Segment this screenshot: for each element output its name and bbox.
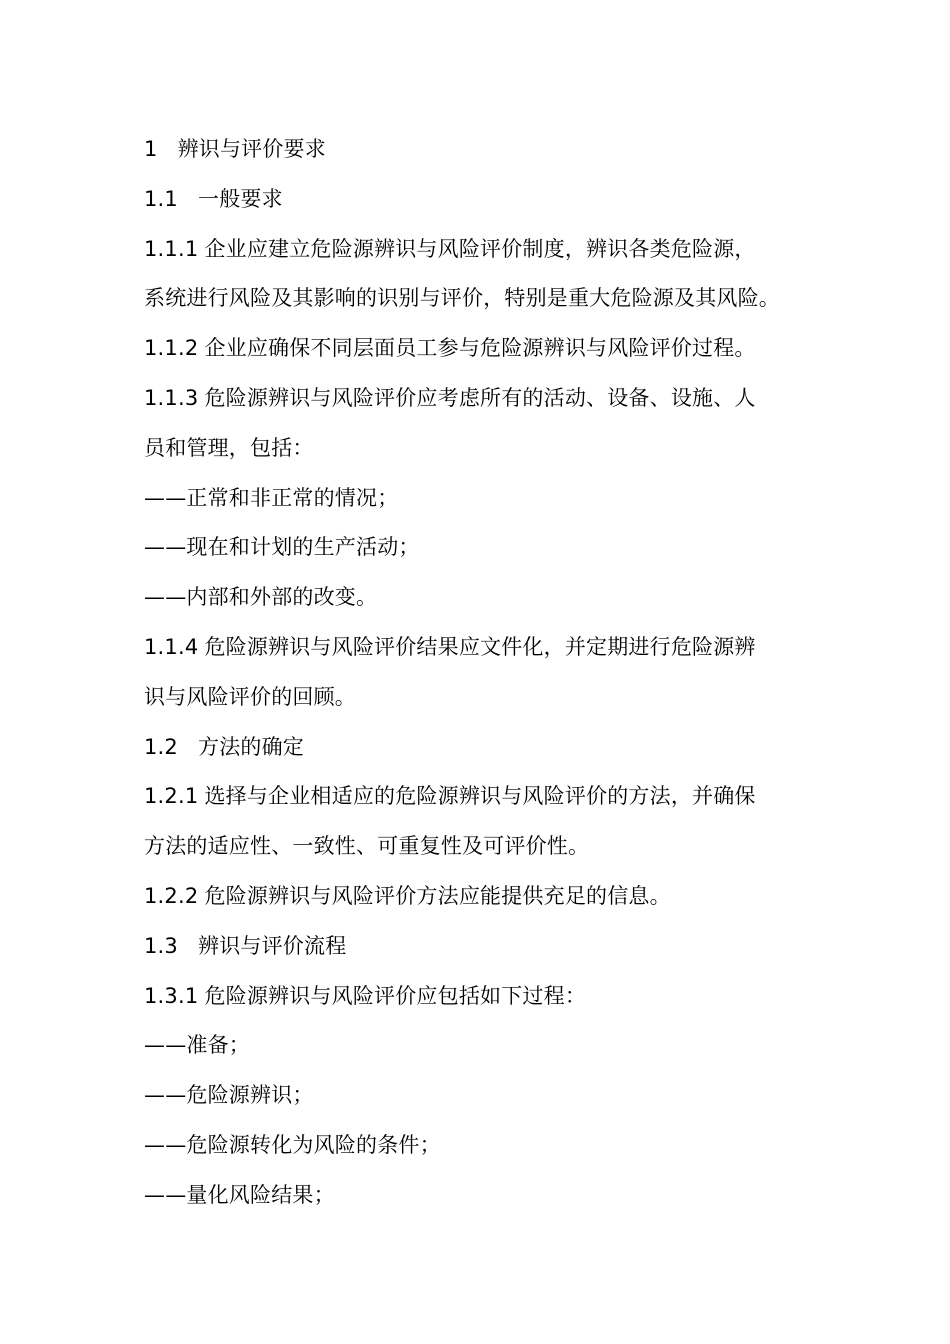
list-item xyxy=(144,1171,814,1221)
section-title: 辨识与评价流程 xyxy=(198,933,347,958)
clause-1-1-2 xyxy=(144,324,814,374)
paragraph-text: 员和管理，包括： xyxy=(144,435,314,460)
list-item-text: ——量化风险结果； xyxy=(144,1182,335,1207)
section-title: 辨识与评价要求 xyxy=(177,137,326,161)
paragraph-line xyxy=(144,424,814,474)
section-number: 1 xyxy=(144,137,158,161)
list-item-text: ——危险源辨识； xyxy=(144,1083,314,1108)
clause-1-2-1 xyxy=(144,772,814,822)
clause-1-1-3 xyxy=(144,374,814,424)
list-item-text: ——内部和外部的改变。 xyxy=(144,585,378,610)
clause-text: 选择与企业相适应的危险源辨识与风险评价的方法，并确保 xyxy=(204,784,756,809)
section-heading-1-3 xyxy=(144,922,814,972)
clause-text: 危险源辨识与风险评价应考虑所有的活动、设备、设施、人 xyxy=(204,385,756,410)
clause-number: 1.1.3 xyxy=(144,385,199,410)
list-item-text: ——准备； xyxy=(144,1033,250,1058)
list-item xyxy=(144,474,814,524)
clause-text: 企业应确保不同层面员工参与危险源辨识与风险评价过程。 xyxy=(204,336,756,361)
clause-text: 危险源辨识与风险评价应包括如下过程： xyxy=(204,983,587,1008)
clause-1-1-1 xyxy=(144,225,814,275)
list-item-text: ——正常和非正常的情况； xyxy=(144,485,399,510)
paragraph-line xyxy=(144,822,814,872)
list-item xyxy=(144,1021,814,1071)
clause-number: 1.3.1 xyxy=(144,983,199,1008)
section-number: 1.2 xyxy=(144,734,178,759)
list-item-text: ——危险源转化为风险的条件； xyxy=(144,1132,441,1157)
clause-number: 1.2.1 xyxy=(144,784,199,809)
paragraph-text: 方法的适应性、一致性、可重复性及可评价性。 xyxy=(144,834,590,859)
list-item xyxy=(144,1121,814,1171)
clause-1-2-2 xyxy=(144,872,814,922)
list-item-text: ——现在和计划的生产活动； xyxy=(144,535,420,560)
clause-number: 1.1.4 xyxy=(144,634,199,659)
clause-number: 1.1.1 xyxy=(144,236,199,261)
document-page xyxy=(144,125,814,1221)
clause-number: 1.1.2 xyxy=(144,336,199,361)
list-item xyxy=(144,1071,814,1121)
clause-text: 危险源辨识与风险评价方法应能提供充足的信息。 xyxy=(204,883,671,908)
section-title: 一般要求 xyxy=(198,186,283,211)
paragraph-text: 识与风险评价的回顾。 xyxy=(144,684,356,709)
list-item xyxy=(144,573,814,623)
clause-text: 企业应建立危险源辨识与风险评价制度，辨识各类危险源， xyxy=(204,236,756,261)
clause-1-1-4 xyxy=(144,623,814,673)
clause-text: 危险源辨识与风险评价结果应文件化，并定期进行危险源辨 xyxy=(204,634,756,659)
section-heading-1 xyxy=(144,125,814,175)
clause-1-3-1 xyxy=(144,972,814,1022)
list-item xyxy=(144,523,814,573)
paragraph-line xyxy=(144,673,814,723)
section-heading-1-1 xyxy=(144,175,814,225)
clause-number: 1.2.2 xyxy=(144,883,199,908)
section-heading-1-2 xyxy=(144,723,814,773)
paragraph-line xyxy=(144,274,814,324)
section-number: 1.3 xyxy=(144,933,178,958)
paragraph-text: 系统进行风险及其影响的识别与评价，特别是重大危险源及其风险。 xyxy=(144,286,780,311)
section-title: 方法的确定 xyxy=(198,734,304,759)
section-number: 1.1 xyxy=(144,186,178,211)
